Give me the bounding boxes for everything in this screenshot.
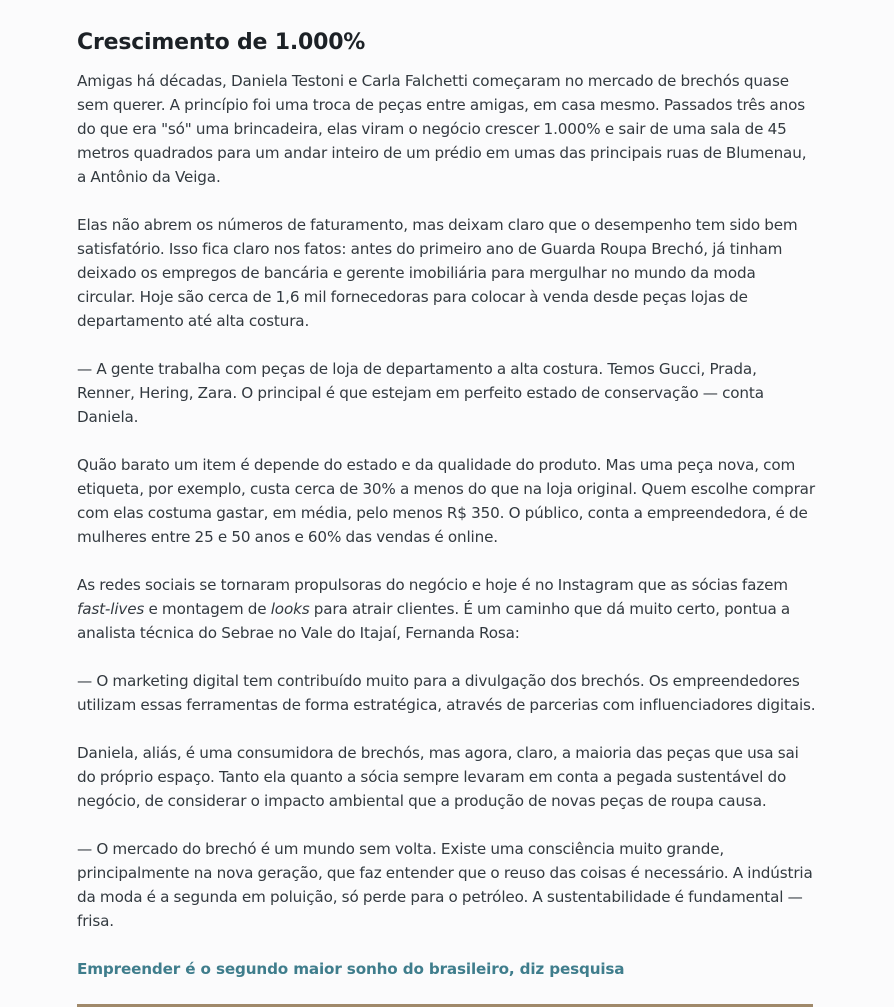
paragraph-1: Amigas há décadas, Daniela Testoni e Carla Falchetti começaram no mercado de brechós quase sem querer. A princípio foi uma troca de peças entre amigas, em casa mesmo. Passados três anos do que era "só" uma brincadeira, elas viram o negócio crescer 1.000% e sair de uma sala de 45 metros quadrados para um andar inteiro de um prédio em umas das principais ruas de Blumenau, a Antônio da Veiga.	[77, 72, 807, 186]
paragraph-5-emphasis-fast-lives: fast-lives	[77, 600, 145, 618]
paragraph-8-quote: — O mercado do brechó é um mundo sem volta. Existe uma consciência muito grande, principalmente na nova geração, que faz entender que o reuso das coisas é necessário. A indústria da moda é a segunda em poluição, só perde para o petróleo. A sustentabilidade é fundamental — frisa.	[77, 840, 813, 930]
paragraph-3-quote: — A gente trabalha com peças de loja de departamento a alta costura. Temos Gucci, Prada, Renner, Hering, Zara. O principal é que estejam em perfeito estado de conservação — conta Daniela.	[77, 360, 764, 426]
paragraph-5	[77, 573, 817, 645]
paragraph-6-quote: — O marketing digital tem contribuído muito para a divulgação dos brechós. Os empreendedores utilizam essas ferramentas de forma estratégica, através de parcerias com influenciadores digitais.	[77, 672, 816, 714]
section-heading: Crescimento de 1.000%	[77, 30, 366, 55]
paragraph-5-emphasis-looks: looks	[270, 600, 310, 618]
paragraph-5-text-b: e montagem de	[144, 600, 271, 618]
paragraph-4: Quão barato um item é depende do estado e da qualidade do produto. Mas uma peça nova, com etiqueta, por exemplo, custa cerca de 30% a menos do que na loja original. Quem escolhe comprar com elas costuma gastar, em média, pelo menos R$ 350. O público, conta a empreendedora, é de mulheres entre 25 e 50 anos e 60% das vendas é online.	[77, 456, 815, 546]
paragraph-5-text-a: As redes sociais se tornaram propulsoras do negócio e hoje é no Instagram que as sócias fazem	[77, 576, 788, 594]
paragraph-7: Daniela, aliás, é uma consumidora de brechós, mas agora, claro, a maioria das peças que usa sai do próprio espaço. Tanto ela quanto a sócia sempre levaram em conta a pegada sustentável do negócio, de considerar o impacto ambiental que a produção de novas peças de roupa causa.	[77, 744, 799, 810]
article-body	[77, 0, 817, 981]
paragraph-2: Elas não abrem os números de faturamento, mas deixam claro que o desempenho tem sido bem satisfatório. Isso fica claro nos fatos: antes do primeiro ano de Guarda Roupa Brechó, já tinham deixado os empregos de bancária e gerente imobiliária para mergulhar no mundo da moda circular. Hoje são cerca de 1,6 mil fornecedoras para colocar à venda desde peças lojas de departamento até alta costura.	[77, 216, 798, 330]
related-article-link[interactable]: Empreender é o segundo maior sonho do brasileiro, diz pesquisa	[77, 960, 625, 978]
paragraph-5-text-c: para atrair clientes. É um caminho que dá muito certo, pontua a analista técnica do Sebrae no Vale do Itajaí, Fernanda Rosa:	[77, 600, 791, 642]
